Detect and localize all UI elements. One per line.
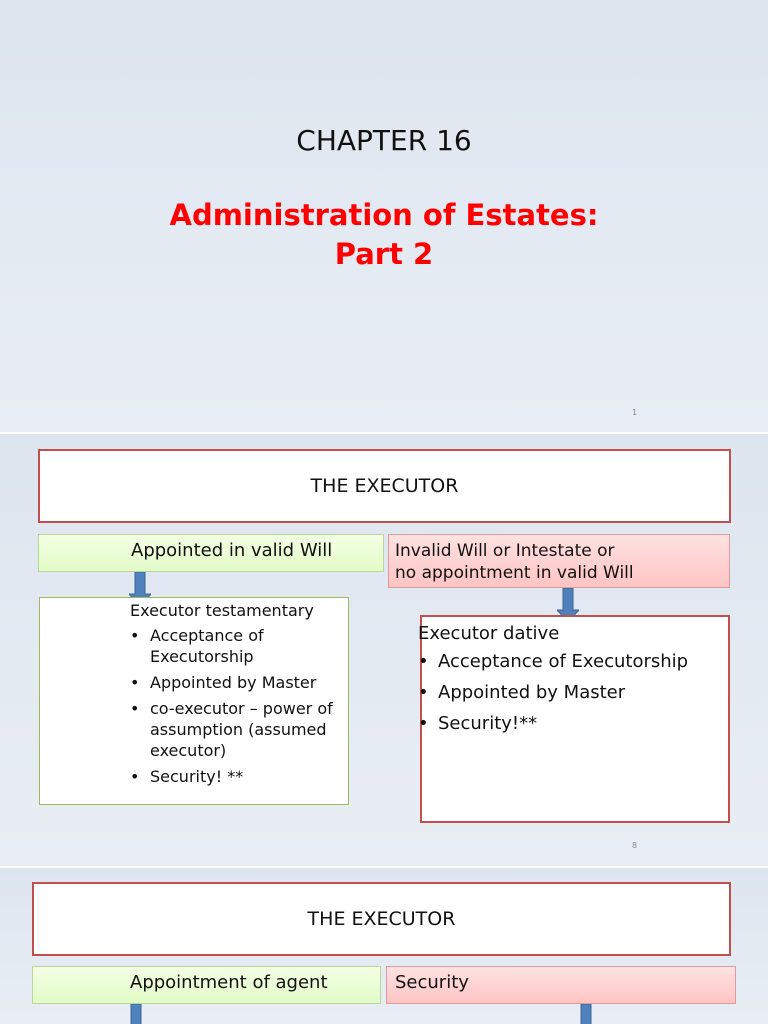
chapter-subtitle [0, 196, 768, 274]
list-item: • co-executor – power of assumption (assumed executor) [128, 698, 348, 761]
appointment-of-agent-bar [32, 966, 381, 1004]
slide-title: THE EXECUTOR [307, 908, 456, 930]
slide-page-number: 1 [632, 408, 638, 417]
list-item: • Appointed by Master [128, 672, 348, 693]
bullet-list [128, 625, 348, 787]
executor-slide-continued [0, 868, 768, 1024]
slide-page-number: 8 [632, 841, 638, 850]
subtitle-line-1: Administration of Estates: [169, 198, 599, 232]
list-item: • Security! ** [128, 766, 348, 787]
appointed-in-valid-will-bar [38, 534, 384, 572]
list-item: • Acceptance of Executorship [416, 649, 728, 675]
down-arrow-icon [125, 1004, 147, 1024]
slide-title: THE EXECUTOR [310, 475, 459, 497]
bar-label-line-2: no appointment in valid Will [395, 563, 634, 583]
list-item: • Acceptance of Executorship [128, 625, 348, 667]
down-arrow-icon [575, 1004, 597, 1024]
title-slide [0, 0, 768, 432]
bar-label: Appointment of agent [130, 972, 328, 993]
executor-slide [0, 434, 768, 866]
subtitle-line-2: Part 2 [334, 237, 434, 271]
chapter-heading: CHAPTER 16 [296, 124, 472, 157]
executor-dative-panel [420, 615, 730, 823]
bar-label: Appointed in valid Will [131, 540, 333, 561]
panel-heading: Executor testamentary [130, 601, 314, 620]
panel-heading: Executor dative [418, 623, 560, 644]
list-item: • Security!** [416, 711, 728, 737]
executor-testamentary-panel [39, 597, 349, 805]
list-item: • Appointed by Master [416, 680, 728, 706]
bar-label-line-1: Invalid Will or Intestate or [395, 541, 615, 561]
invalid-will-bar [388, 534, 730, 588]
slide-title-box [32, 882, 731, 956]
security-bar [386, 966, 736, 1004]
bar-label: Security [395, 972, 469, 993]
bullet-list [416, 649, 728, 737]
slide-title-box [38, 449, 731, 523]
